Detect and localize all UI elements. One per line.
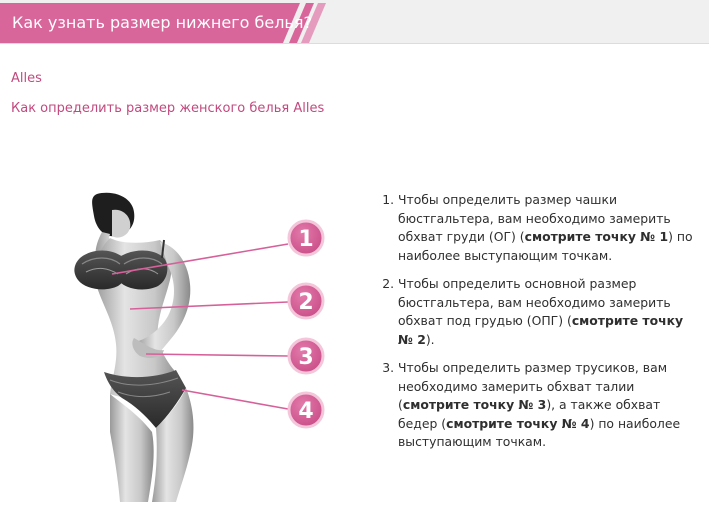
- svg-text:3: 3: [298, 345, 314, 370]
- marker-3: [289, 339, 323, 373]
- header-bar: [0, 0, 709, 44]
- marker-2: [289, 284, 323, 318]
- marker-1: [289, 221, 323, 255]
- measure-line-3: [146, 354, 288, 356]
- svg-text:2: 2: [298, 290, 314, 315]
- measurement-figure: [52, 192, 342, 502]
- svg-text:4: 4: [298, 399, 314, 424]
- instruction-item: 1. Чтобы определить размер чашки бюстгальтера, вам необходимо замерить обхват груди (ОГ) (смотрите точку № 1) по наиболее выступающим точкам.: [398, 191, 698, 265]
- size-guide-link[interactable]: Как определить размер женского белья Alles: [11, 101, 325, 116]
- instructions-list: [362, 191, 698, 462]
- header-divider: [0, 43, 709, 44]
- instruction-item: 2. Чтобы определить основной размер бюстгальтера, вам необходимо замерить обхват под грудью (ОПГ) (смотрите точку № 2).: [398, 275, 698, 349]
- instruction-item: 3. Чтобы определить размер трусиков, вам необходимо замерить обхват талии (смотрите точку № 3), а также обхват бедер (смотрите точку № 4) по наиболее выступающим точкам.: [398, 359, 698, 452]
- title-tab: [0, 3, 326, 43]
- body-illustration: [52, 192, 342, 502]
- marker-4: [289, 393, 323, 427]
- measure-line-4: [182, 390, 288, 409]
- page-title: Как узнать размер нижнего белья?: [12, 13, 312, 32]
- svg-text:1: 1: [298, 227, 314, 252]
- brand-link[interactable]: Alles: [11, 71, 42, 86]
